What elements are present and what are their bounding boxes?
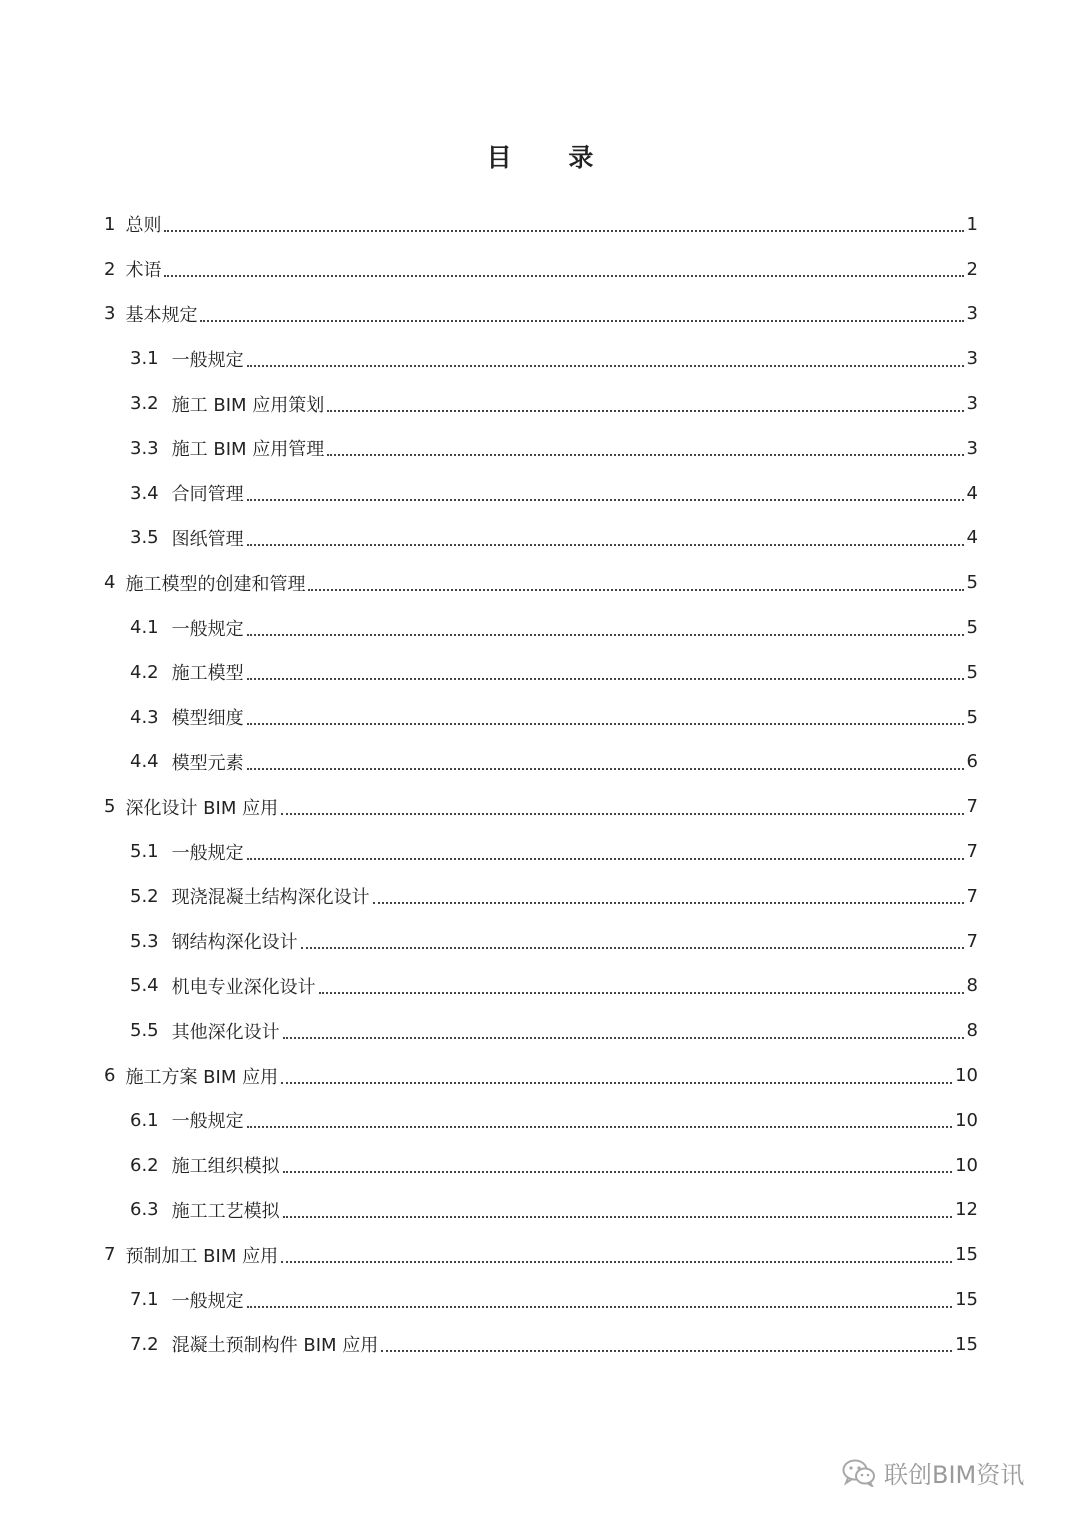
toc-entry-label: 施工 BIM 应用管理 — [171, 439, 325, 461]
toc-entry-page-number: 4 — [966, 527, 978, 549]
dot-leader — [281, 1261, 952, 1263]
dot-leader — [247, 678, 964, 680]
toc-entry-label: 施工 BIM 应用策划 — [171, 394, 325, 416]
toc-entry-label: 施工模型的创建和管理 — [125, 573, 306, 595]
toc-entry[interactable] — [104, 426, 978, 471]
toc-entry-number: 2 — [104, 258, 116, 280]
toc-entry-label: 术语 — [125, 260, 162, 282]
toc-entry-page-number: 7 — [966, 930, 978, 952]
dot-leader — [327, 454, 963, 456]
toc-entry-number: 5.5 — [130, 1020, 159, 1042]
toc-entry-page-number: 1 — [966, 213, 978, 235]
toc-entry-number: 3.1 — [130, 348, 159, 370]
toc-entry-number: 3.2 — [130, 393, 159, 415]
toc-entry-number: 5.2 — [130, 885, 159, 907]
dot-leader — [373, 902, 964, 904]
toc-entry-label: 一般规定 — [171, 349, 244, 371]
dot-leader — [281, 813, 963, 815]
dot-leader — [247, 544, 964, 546]
dot-leader — [247, 634, 964, 636]
toc-entry-page-number: 2 — [966, 258, 978, 280]
toc-entry-number: 4.2 — [130, 661, 159, 683]
toc-entry[interactable] — [104, 1143, 978, 1188]
toc-entry-label: 基本规定 — [125, 304, 198, 326]
toc-entry[interactable] — [104, 202, 978, 247]
dot-leader — [301, 947, 964, 949]
wechat-icon — [842, 1459, 876, 1487]
toc-entry-page-number: 7 — [966, 796, 978, 818]
dot-leader — [281, 1082, 952, 1084]
toc-entry[interactable] — [104, 740, 978, 785]
dot-leader — [247, 723, 964, 725]
dot-leader — [283, 1216, 952, 1218]
toc-entry[interactable] — [104, 1053, 978, 1098]
toc-entry-number: 6.2 — [130, 1154, 159, 1176]
toc-entry-page-number: 3 — [966, 437, 978, 459]
toc-entry[interactable] — [104, 516, 978, 561]
toc-entry-page-number: 15 — [955, 1244, 978, 1266]
toc-entry-number: 7 — [104, 1244, 116, 1266]
toc-entry-page-number: 15 — [955, 1333, 978, 1355]
watermark-text: 联创BIM资讯 — [884, 1461, 1025, 1489]
dot-leader — [200, 320, 963, 322]
toc-entry-label: 一般规定 — [171, 618, 244, 640]
toc-entry-label: 施工方案 BIM 应用 — [125, 1066, 279, 1088]
toc-entry-number: 3 — [104, 303, 116, 325]
toc-entry-label: 施工模型 — [171, 663, 244, 685]
page-title: 目 录 — [486, 143, 618, 172]
toc-entry-page-number: 10 — [955, 1154, 978, 1176]
toc-entry-number: 4 — [104, 572, 116, 594]
toc-entry-page-number: 3 — [966, 348, 978, 370]
toc-entry-label: 其他深化设计 — [171, 1021, 280, 1043]
toc-entry-number: 5.3 — [130, 930, 159, 952]
toc-entry[interactable] — [104, 695, 978, 740]
watermark — [842, 1455, 1024, 1490]
toc-entry-page-number: 15 — [955, 1289, 978, 1311]
toc-entry-number: 3.5 — [130, 527, 159, 549]
dot-leader — [319, 992, 964, 994]
toc-entry-number: 1 — [104, 213, 116, 235]
toc-entry-page-number: 10 — [955, 1065, 978, 1087]
toc-entry-label: 一般规定 — [171, 1111, 244, 1133]
toc-entry-number: 3.4 — [130, 482, 159, 504]
toc-entry-page-number: 7 — [966, 841, 978, 863]
toc-entry[interactable] — [104, 650, 978, 695]
toc-entry-label: 合同管理 — [171, 484, 244, 506]
dot-leader — [247, 365, 964, 367]
toc-entry-label: 机电专业深化设计 — [171, 976, 316, 998]
toc-entry-page-number: 10 — [955, 1109, 978, 1131]
toc-entry-number: 5.4 — [130, 975, 159, 997]
toc-entry[interactable] — [104, 336, 978, 381]
toc-entry-number: 5 — [104, 796, 116, 818]
toc-entry-number: 6.3 — [130, 1199, 159, 1221]
toc-entry-number: 3.3 — [130, 437, 159, 459]
toc-entry-page-number: 5 — [966, 617, 978, 639]
toc-entry-page-number: 8 — [966, 975, 978, 997]
toc-entry-number: 7.2 — [130, 1333, 159, 1355]
dot-leader — [247, 768, 964, 770]
dot-leader — [247, 1126, 952, 1128]
toc-entry-number: 5.1 — [130, 841, 159, 863]
toc-entry[interactable] — [104, 381, 978, 426]
toc-entry-label: 模型元素 — [171, 752, 244, 774]
toc-entry[interactable] — [104, 829, 978, 874]
toc-entry-number: 4.3 — [130, 706, 159, 728]
toc-entry-label: 一般规定 — [171, 842, 244, 864]
toc-entry[interactable] — [104, 874, 978, 919]
toc-entry-label: 模型细度 — [171, 708, 244, 730]
dot-leader — [327, 410, 963, 412]
toc-entry-label: 施工工艺模拟 — [171, 1200, 280, 1222]
toc-entry[interactable] — [104, 292, 978, 337]
toc-entry-label: 图纸管理 — [171, 528, 244, 550]
toc-entry[interactable] — [104, 1188, 978, 1233]
toc-entry[interactable] — [104, 471, 978, 516]
toc-entry-page-number: 7 — [966, 885, 978, 907]
toc-entry[interactable] — [104, 1232, 978, 1277]
dot-leader — [283, 1037, 964, 1039]
toc-entry-number: 4.4 — [130, 751, 159, 773]
toc-entry-label: 钢结构深化设计 — [171, 932, 298, 954]
toc-entry[interactable] — [104, 1008, 978, 1053]
toc-entry-label: 混凝土预制构件 BIM 应用 — [171, 1335, 379, 1357]
toc-entry[interactable] — [104, 1098, 978, 1143]
dot-leader — [381, 1350, 952, 1352]
toc-entry[interactable] — [104, 964, 978, 1009]
toc-entry-label: 一般规定 — [171, 1290, 244, 1312]
toc-entry-number: 6 — [104, 1065, 116, 1087]
toc-entry[interactable] — [104, 1277, 978, 1322]
toc-entry-page-number: 3 — [966, 393, 978, 415]
toc-entry[interactable] — [104, 247, 978, 292]
toc-entry-label: 总则 — [125, 215, 162, 237]
dot-leader — [283, 1171, 952, 1173]
toc-entry-number: 7.1 — [130, 1289, 159, 1311]
table-of-contents — [104, 202, 978, 1367]
toc-entry-label: 施工组织模拟 — [171, 1156, 280, 1178]
toc-entry-page-number: 6 — [966, 751, 978, 773]
toc-entry-page-number: 4 — [966, 482, 978, 504]
dot-leader — [247, 858, 964, 860]
toc-entry[interactable] — [104, 605, 978, 650]
toc-entry[interactable] — [104, 1322, 978, 1367]
dot-leader — [247, 1306, 952, 1308]
toc-entry-label: 深化设计 BIM 应用 — [125, 797, 279, 819]
toc-entry-number: 6.1 — [130, 1109, 159, 1131]
toc-entry-page-number: 8 — [966, 1020, 978, 1042]
toc-entry[interactable] — [104, 919, 978, 964]
toc-entry-page-number: 5 — [966, 706, 978, 728]
toc-entry-page-number: 3 — [966, 303, 978, 325]
toc-entry-page-number: 12 — [955, 1199, 978, 1221]
toc-entry-page-number: 5 — [966, 661, 978, 683]
dot-leader — [247, 499, 964, 501]
toc-entry-number: 4.1 — [130, 617, 159, 639]
toc-entry[interactable] — [104, 560, 978, 605]
toc-entry-page-number: 5 — [966, 572, 978, 594]
toc-entry-label: 预制加工 BIM 应用 — [125, 1245, 279, 1267]
dot-leader — [164, 275, 963, 277]
dot-leader — [308, 589, 963, 591]
toc-entry-label: 现浇混凝土结构深化设计 — [171, 887, 370, 909]
toc-entry[interactable] — [104, 784, 978, 829]
dot-leader — [164, 230, 963, 232]
